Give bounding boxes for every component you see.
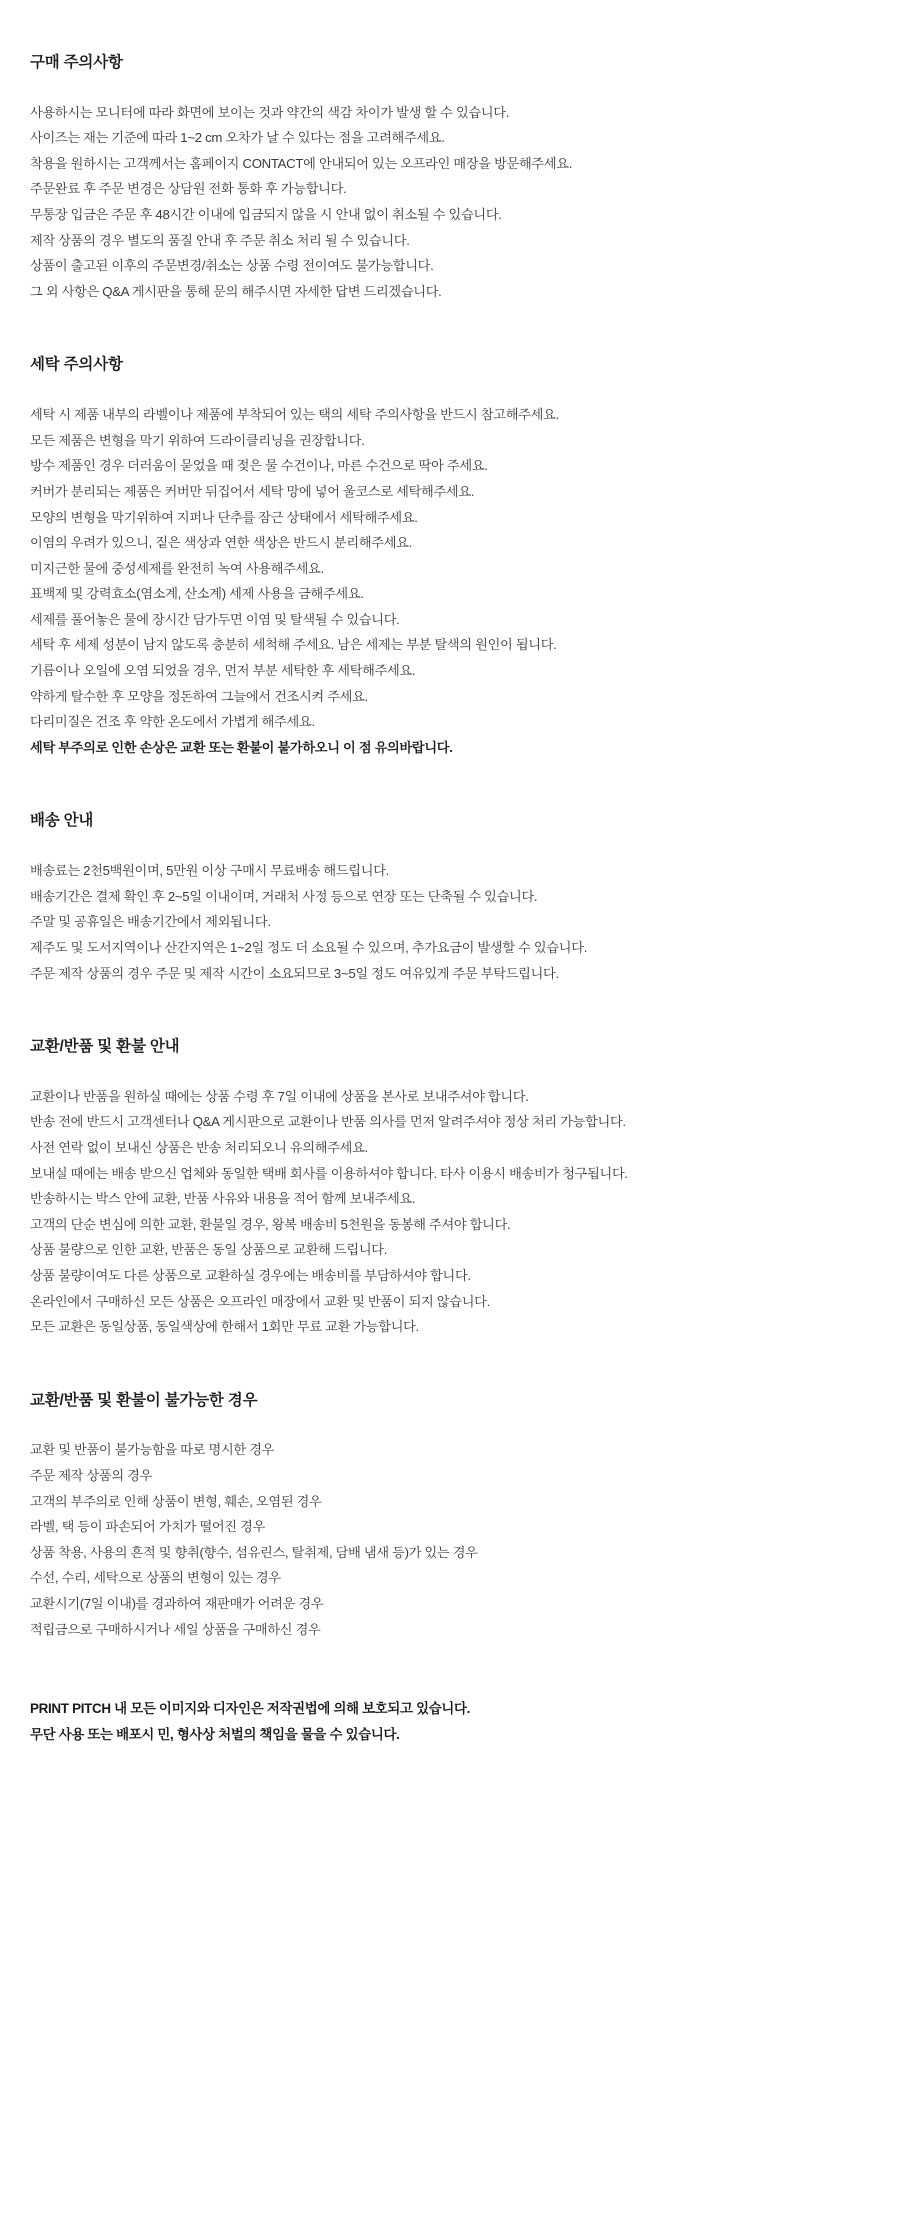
list-item: 모든 제품은 변형을 막기 위하여 드라이클리닝을 권장합니다. bbox=[30, 432, 365, 448]
list-item: 고객의 부주의로 인해 상품이 변형, 훼손, 오염된 경우 bbox=[30, 1493, 322, 1509]
list-item: 온라인에서 구매하신 모든 상품은 오프라인 매장에서 교환 및 반품이 되지 않습니다. bbox=[30, 1293, 490, 1309]
list-item: 방수 제품인 경우 더러움이 묻었을 때 젖은 물 수건이나, 마른 수건으로 딱아 주세요. bbox=[30, 458, 488, 474]
list-item: 모든 교환은 동일상품, 동일색상에 한해서 1회만 무료 교환 가능합니다. bbox=[30, 1319, 419, 1335]
list-item: 약하게 탈수한 후 모양을 정돈하여 그늘에서 건조시켜 주세요. bbox=[30, 688, 368, 704]
list-item: 세탁 시 제품 내부의 라벨이나 제품에 부착되어 있는 택의 세탁 주의사항을 반드시 참고해주세요. bbox=[30, 407, 559, 423]
list-item: 기름이나 오일에 오염 되었을 경우, 먼저 부분 세탁한 후 세탁해주세요. bbox=[30, 663, 416, 679]
purchase-notice-list bbox=[30, 100, 870, 305]
list-item: 상품 불량으로 인한 교환, 반품은 동일 상품으로 교환해 드립니다. bbox=[30, 1242, 388, 1258]
list-item: 주문 제작 상품의 경우 bbox=[30, 1468, 153, 1483]
non-refundable-list bbox=[30, 1437, 870, 1642]
list-item: 라벨, 택 등이 파손되어 가치가 떨어진 경우 bbox=[30, 1519, 266, 1535]
list-item: 커버가 분리되는 제품은 커버만 뒤집어서 세탁 망에 넣어 울코스로 세탁해주세요. bbox=[30, 483, 475, 499]
section-title-wash: 세탁 주의사항 bbox=[30, 356, 123, 374]
list-item: 반송 전에 반드시 고객센터나 Q&A 게시판으로 교환이나 반품 의사를 먼저 알려주셔야 정상 처리 가능합니다. bbox=[30, 1114, 626, 1130]
list-item: 상품이 출고된 이후의 주문변경/취소는 상품 수령 전이여도 불가능합니다. bbox=[30, 258, 434, 274]
section-wash-notice bbox=[30, 354, 870, 760]
list-item-emphasis: 세탁 부주의로 인한 손상은 교환 또는 환불이 불가하오니 이 점 유의바랍니다. bbox=[30, 739, 453, 755]
list-item: 상품 착용, 사용의 흔적 및 향취(향수, 섬유린스, 탈취제, 담배 냄새 등)가 있는 경우 bbox=[30, 1544, 478, 1560]
list-item: 교환시기(7일 이내)를 경과하여 재판매가 어려운 경우 bbox=[30, 1595, 324, 1611]
section-exchange-refund-info bbox=[30, 1036, 870, 1340]
list-item: 사전 연락 없이 보내신 상품은 반송 처리되오니 유의해주세요. bbox=[30, 1139, 368, 1155]
section-title-purchase: 구매 주의사항 bbox=[30, 54, 123, 71]
shipping-info-list bbox=[30, 858, 870, 986]
list-item: 교환이나 반품을 원하실 때에는 상품 수령 후 7일 이내에 상품을 본사로 보내주셔야 합니다. bbox=[30, 1088, 529, 1104]
list-item: 배송기간은 결제 확인 후 2~5일 이내이며, 거래처 사정 등으로 연장 또는 단축될 수 있습니다. bbox=[30, 888, 538, 904]
list-item: 표백제 및 강력효소(염소계, 산소계) 세제 사용을 금해주세요. bbox=[30, 586, 364, 602]
list-item: 배송료는 2천5백원이며, 5만원 이상 구매시 무료배송 해드립니다. bbox=[30, 863, 389, 879]
section-title-shipping: 배송 안내 bbox=[30, 812, 94, 830]
list-item: 교환 및 반품이 불가능함을 따로 명시한 경우 bbox=[30, 1442, 275, 1458]
copyright-line: 무단 사용 또는 배포시 민, 형사상 처벌의 책임을 물을 수 있습니다. bbox=[30, 1727, 400, 1743]
list-item: 수선, 수리, 세탁으로 상품의 변형이 있는 경우 bbox=[30, 1570, 281, 1586]
list-item: 고객의 단순 변심에 의한 교환, 환불일 경우, 왕복 배송비 5천원을 동봉해 주셔야 합니다. bbox=[30, 1216, 511, 1232]
section-non-refundable-cases bbox=[30, 1390, 870, 1642]
list-item: 상품 불량이여도 다른 상품으로 교환하실 경우에는 배송비를 부담하셔야 합니다. bbox=[30, 1267, 471, 1283]
list-item: 사용하시는 모니터에 따라 화면에 보이는 것과 약간의 색감 차이가 발생 할 수 있습니다. bbox=[30, 104, 510, 120]
section-title-non-refundable: 교환/반품 및 환불이 불가능한 경우 bbox=[30, 1391, 258, 1409]
list-item: 주문완료 후 주문 변경은 상담원 전화 통화 후 가능합니다. bbox=[30, 181, 347, 197]
list-item: 반송하시는 박스 안에 교환, 반품 사유와 내용을 적어 함께 보내주세요. bbox=[30, 1191, 416, 1207]
list-item: 세탁 후 세제 성분이 남지 않도록 충분히 세척해 주세요. 남은 세제는 부분 탈색의 원인이 됩니다. bbox=[30, 637, 557, 653]
section-purchase-notice bbox=[30, 52, 870, 304]
list-item: 무통장 입금은 주문 후 48시간 이내에 입금되지 않을 시 안내 없이 취소될 수 있습니다. bbox=[30, 207, 502, 223]
list-item: 다리미질은 건조 후 약한 온도에서 가볍게 해주세요. bbox=[30, 714, 315, 730]
list-item: 주말 및 공휴일은 배송기간에서 제외됩니다. bbox=[30, 914, 271, 930]
section-title-exchange: 교환/반품 및 환불 안내 bbox=[30, 1038, 180, 1056]
list-item: 세제를 풀어놓은 물에 장시간 담가두면 이염 및 탈색될 수 있습니다. bbox=[30, 611, 400, 627]
list-item: 모양의 변형을 막기위하여 지퍼나 단추를 잠근 상태에서 세탁해주세요. bbox=[30, 509, 418, 525]
list-item: 적립금으로 구매하시거나 세일 상품을 구매하신 경우 bbox=[30, 1621, 321, 1637]
copyright-line: PRINT PITCH 내 모든 이미지와 디자인은 저작권법에 의해 보호되고 있습니다. bbox=[30, 1701, 471, 1717]
list-item: 제작 상품의 경우 별도의 품질 안내 후 주문 취소 처리 될 수 있습니다. bbox=[30, 232, 410, 248]
copyright-notice bbox=[30, 1696, 870, 1748]
list-item: 미지근한 물에 중성세제를 완전히 녹여 사용해주세요. bbox=[30, 560, 324, 576]
list-item: 착용을 원하시는 고객께서는 홈페이지 CONTACT에 안내되어 있는 오프라인 매장을 방문해주세요. bbox=[30, 155, 573, 171]
exchange-refund-list bbox=[30, 1084, 870, 1340]
list-item: 주문 제작 상품의 경우 주문 및 제작 시간이 소요되므로 3~5일 정도 여유있게 주문 부탁드립니다. bbox=[30, 965, 559, 981]
wash-notice-list bbox=[30, 402, 870, 760]
section-shipping-info bbox=[30, 810, 870, 986]
list-item: 보내실 때에는 배송 받으신 업체와 동일한 택배 회사를 이용하셔야 합니다. 타사 이용시 배송비가 청구됩니다. bbox=[30, 1165, 628, 1181]
list-item: 그 외 사항은 Q&A 게시판을 통해 문의 해주시면 자세한 답변 드리겠습니다. bbox=[30, 283, 442, 299]
list-item: 제주도 및 도서지역이나 산간지역은 1~2일 정도 더 소요될 수 있으며, 추가요금이 발생할 수 있습니다. bbox=[30, 939, 588, 955]
list-item: 이염의 우려가 있으니, 짙은 색상과 연한 색상은 반드시 분리해주세요. bbox=[30, 535, 412, 551]
list-item: 사이즈는 재는 기준에 따라 1~2 cm 오차가 날 수 있다는 점을 고려해주세요. bbox=[30, 130, 445, 146]
